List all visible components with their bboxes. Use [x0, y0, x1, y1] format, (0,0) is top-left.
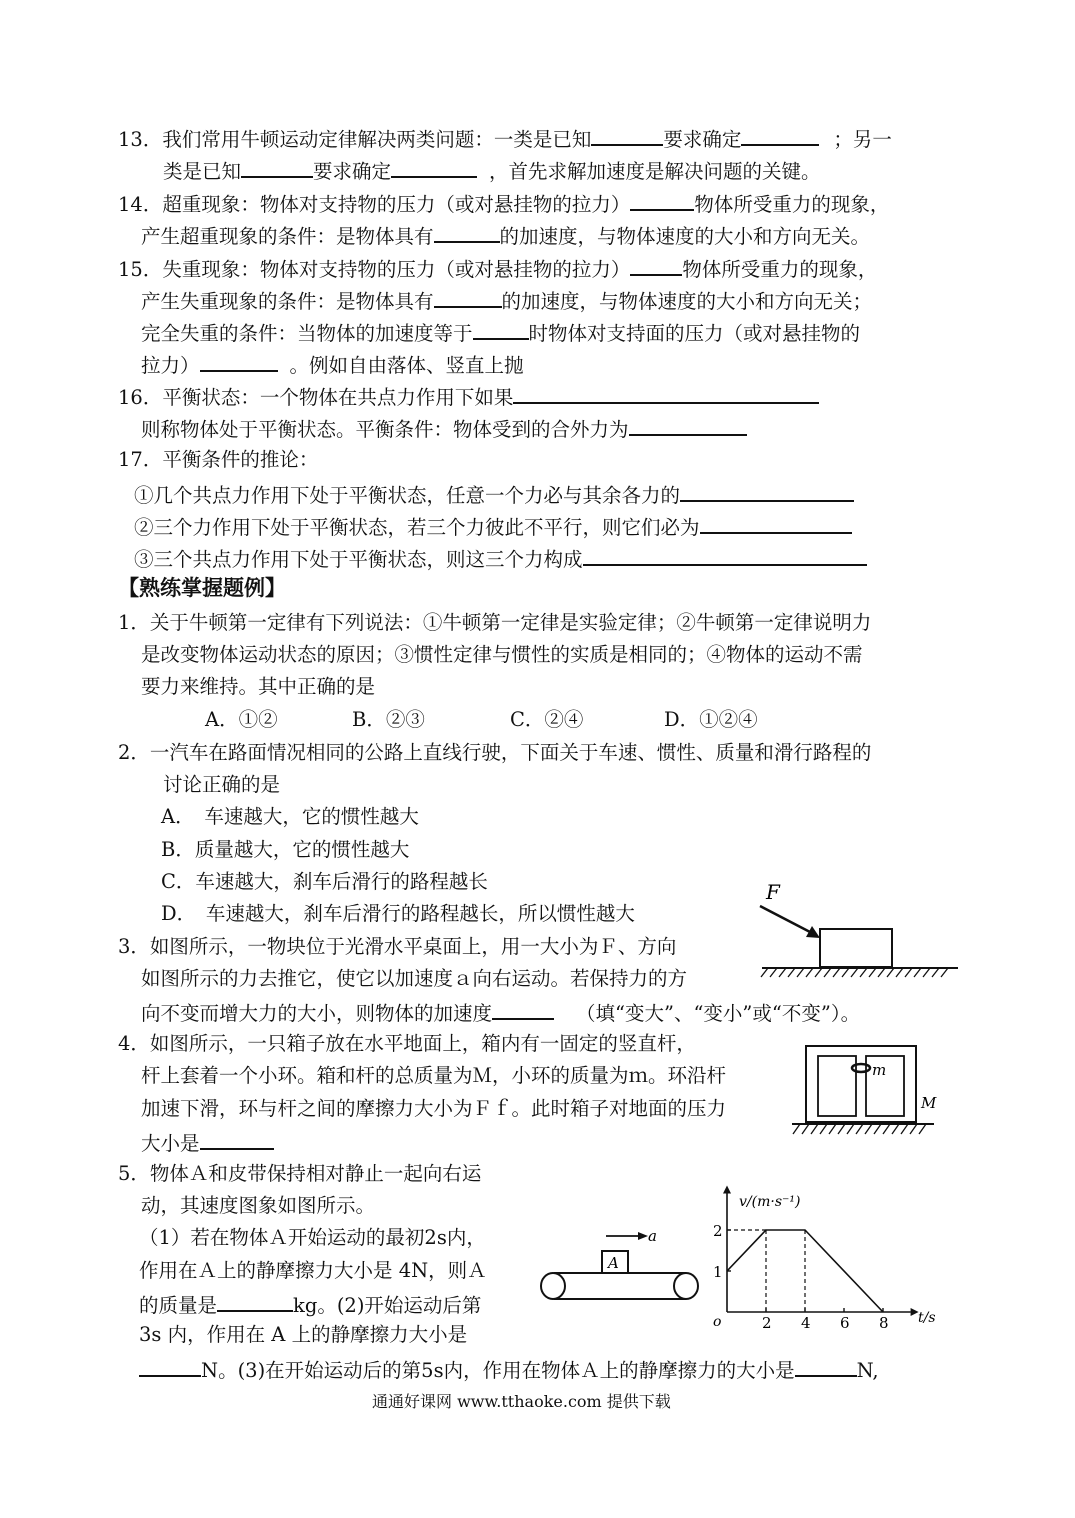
q13-line2 — [163, 156, 821, 185]
q16-text-b: 则称物体处于平衡状态。平衡条件：物体受到的合外力为 — [141, 418, 629, 441]
hatch-mark — [842, 968, 849, 977]
hatch-mark — [860, 968, 867, 977]
q15-text-f: 时物体对支持面的压力（或对悬挂物的 — [528, 322, 861, 345]
q14-text-d: 的加速度，与物体速度的大小和方向无关。 — [499, 225, 871, 248]
p3-line3 — [141, 998, 860, 1027]
q15-text-g: 拉力） — [141, 354, 200, 377]
hatch-mark — [824, 968, 831, 977]
q15-line1 — [118, 254, 877, 283]
q13-text-d: 类是已知 — [163, 160, 242, 183]
q13-text-e: 要求确定 — [313, 160, 392, 183]
p2-line1 — [118, 740, 871, 766]
accel-label: a — [648, 1227, 657, 1245]
p4-text-a: 4．如图所示，一只箱子放在水平地面上，箱内有一固定的竖直杆， — [118, 1032, 696, 1055]
p3-text-a: 3．如图所示，一物块位于光滑水平桌面上，用一大小为Ｆ、方向 — [118, 935, 677, 958]
p5-blank-1[interactable] — [217, 1290, 293, 1312]
p2-option-c[interactable]: C．车速越大，刹车后滑行的路程越长 — [161, 870, 488, 893]
conveyor-belt-figure — [536, 1224, 716, 1314]
hatch-mark — [874, 1124, 881, 1134]
hatch-mark — [910, 1124, 917, 1134]
p5-text-a: 5．物体Ａ和皮带保持相对静止一起向右运 — [118, 1162, 482, 1185]
p5-text-b: 动，其速度图象如图所示。 — [141, 1194, 376, 1217]
q14-blank-1[interactable] — [630, 189, 694, 211]
x-tick-label: 6 — [840, 1314, 850, 1332]
q14-text-c: 产生超重现象的条件：是物体具有 — [141, 225, 434, 248]
p5-line7 — [139, 1355, 879, 1384]
q17-line4 — [134, 544, 867, 573]
block-rect — [820, 929, 892, 967]
q13-blank-2[interactable] — [741, 124, 819, 146]
hatch-mark — [829, 1124, 836, 1134]
left-pulley — [541, 1273, 565, 1299]
q15-text-d: 的加速度，与物体速度的大小和方向无关； — [501, 290, 873, 313]
ring — [852, 1064, 870, 1072]
q15-text-e: 完全失重的条件：当物体的加速度等于 — [141, 322, 473, 345]
q13-text-b: 要求确定 — [663, 128, 742, 151]
x-tick-label: 2 — [762, 1314, 772, 1332]
y-tick-label: 2 — [713, 1222, 723, 1240]
hatch-mark — [802, 1124, 809, 1134]
hatch-mark — [797, 968, 804, 977]
x-tick-label: 8 — [879, 1314, 889, 1332]
q17-text-d: ③三个共点力作用下处于平衡状态，则这三个力构成 — [134, 548, 583, 571]
vt-tick-labels — [713, 1222, 889, 1332]
hatch-mark — [883, 1124, 890, 1134]
q15-blank-2[interactable] — [434, 286, 502, 308]
hatch-mark — [761, 968, 768, 977]
hatch-mark — [887, 968, 894, 977]
p1-option-c[interactable]: C．②④ — [510, 708, 584, 731]
q16-text-a: 16．平衡状态：一个物体在共点力作用下如果 — [118, 386, 514, 409]
hatch-mark — [923, 968, 930, 977]
p5-line3 — [139, 1225, 486, 1251]
hatch-mark — [856, 1124, 863, 1134]
p5-text-h: N。(3)在开始运动后的第5s内，作用在物体Ａ上的静摩擦力的大小是 — [201, 1359, 795, 1382]
p2-option-a[interactable]: A． 车速越大，它的惯性越大 — [161, 805, 419, 828]
q14-line2 — [141, 221, 870, 250]
p3-text-b: 如图所示的力去推它，使它以加速度ａ向右运动。若保持力的方 — [141, 967, 688, 990]
vt-xlabel: t/s — [918, 1310, 936, 1326]
hatch-mark — [793, 1124, 800, 1134]
q15-line4 — [141, 350, 524, 379]
vt-ylabel: v/(m·s⁻¹) — [739, 1194, 801, 1210]
q13-blank-4[interactable] — [391, 156, 477, 178]
p5-text-e: 的质量是 — [139, 1294, 218, 1317]
hatch-mark — [941, 968, 948, 977]
p2-option-d[interactable]: D． 车速越大，刹车后滑行的路程越长，所以惯性越大 — [161, 902, 635, 925]
p3-line2 — [141, 966, 687, 992]
p1-option-d[interactable]: D．①②④ — [664, 708, 758, 731]
q16-line2 — [141, 414, 747, 443]
y-axis-arrow — [723, 1186, 731, 1194]
hatch-mark — [806, 968, 813, 977]
q14-text-b: 物体所受重力的现象， — [694, 193, 890, 216]
q17-line3 — [134, 512, 852, 541]
p5-line6 — [139, 1322, 467, 1348]
q13-line1 — [118, 124, 892, 153]
hatch-mark — [932, 968, 939, 977]
p3-text-d: （填“变大”、“变小”或“不变”）。 — [576, 1002, 861, 1025]
force-arrow-shaft — [760, 906, 810, 932]
p4-blank[interactable] — [200, 1128, 274, 1150]
q17-text-a: 17．平衡条件的推论： — [118, 448, 319, 471]
q15-blank-3[interactable] — [473, 318, 529, 340]
y-tick-label: 1 — [713, 1263, 723, 1281]
p1-text-a: 1．关于牛顿第一定律有下列说法：①牛顿第一定律是实验定律；②牛顿第一定律说明力 — [118, 611, 872, 634]
p5-text-c: （1）若在物体Ａ开始运动的最初2s内， — [139, 1226, 486, 1249]
hatch-mark — [865, 1124, 872, 1134]
hatch-mark — [905, 968, 912, 977]
force-label: F — [766, 880, 780, 904]
p5-line4 — [139, 1258, 487, 1284]
p5-text-g: 3s 内，作用在 A 上的静摩擦力大小是 — [139, 1323, 468, 1346]
p4-line3 — [141, 1096, 726, 1122]
p1-text-c: 要力来维持。其中正确的是 — [141, 675, 376, 698]
hatch-mark — [811, 1124, 818, 1134]
q14-text-a: 14．超重现象：物体对支持物的压力（或对悬挂物的拉力） — [118, 193, 631, 216]
table-hatching — [761, 968, 948, 977]
q15-line3 — [141, 318, 860, 347]
hatch-mark — [892, 1124, 899, 1134]
p1-option-a[interactable]: A．①② — [205, 708, 278, 731]
hatch-mark — [815, 968, 822, 977]
p1-line3 — [141, 674, 375, 700]
q15-text-a: 15．失重现象：物体对支持物的压力（或对悬挂物的拉力） — [118, 258, 631, 281]
hatch-mark — [919, 1124, 926, 1134]
p5-text-i: N, — [856, 1359, 879, 1382]
p4-line1 — [118, 1031, 696, 1057]
block-a-label: A — [608, 1254, 619, 1272]
q13-text-f: ，首先求解加速度是解决问题的关键。 — [489, 160, 821, 183]
box-mass-label: M — [921, 1094, 937, 1112]
p1-line2 — [141, 642, 863, 668]
box-inner-left — [818, 1056, 856, 1116]
p4-text-b: 杆上套着一个小环。箱和杆的总质量为Ｍ，小环的质量为ｍ。环沿杆 — [141, 1064, 727, 1087]
q17-line2 — [134, 480, 854, 509]
hatch-mark — [901, 1124, 908, 1134]
ground-hatching — [793, 1124, 926, 1134]
q17-line1 — [118, 447, 318, 473]
hatch-mark — [833, 968, 840, 977]
hatch-mark — [779, 968, 786, 977]
velocity-time-chart — [705, 1186, 945, 1346]
ring-mass-label: m — [872, 1061, 887, 1079]
block-force-figure — [758, 880, 968, 970]
hatch-mark — [869, 968, 876, 977]
p4-line4 — [141, 1128, 274, 1157]
hatch-mark — [914, 968, 921, 977]
hatch-mark — [788, 968, 795, 977]
q13-text-a: 13．我们常用牛顿运动定律解决两类问题：一类是已知 — [118, 128, 592, 151]
q16-blank-1[interactable] — [513, 382, 819, 404]
q14-blank-2[interactable] — [434, 221, 500, 243]
p1-line1 — [118, 610, 871, 636]
section-heading: 【熟练掌握题例】 — [118, 576, 286, 600]
hatch-mark — [896, 968, 903, 977]
x-tick-label: 4 — [801, 1314, 811, 1332]
p5-blank-2[interactable] — [139, 1355, 201, 1377]
p2-text-a: 2．一汽车在路面情况相同的公路上直线行驶，下面关于车速、惯性、质量和滑行路程的 — [118, 741, 872, 764]
right-pulley — [674, 1273, 698, 1299]
p4-text-c: 加速下滑，环与杆之间的摩擦力大小为Ｆｆ。此时箱子对地面的压力 — [141, 1097, 727, 1120]
hatch-mark — [878, 968, 885, 977]
p5-text-f: kg。(2)开始运动后第 — [293, 1294, 482, 1317]
p2-text-b: 讨论正确的是 — [163, 773, 281, 796]
p1-option-b[interactable]: B．②③ — [352, 708, 425, 731]
vt-origin-label: o — [713, 1314, 722, 1330]
q15-text-b: 物体所受重力的现象， — [682, 258, 878, 281]
q13-blank-3[interactable] — [241, 156, 313, 178]
p5-line1 — [118, 1161, 481, 1187]
q16-blank-2[interactable] — [629, 414, 747, 436]
hatch-mark — [770, 968, 777, 977]
p3-blank[interactable] — [492, 998, 554, 1020]
p3-line1 — [118, 934, 676, 960]
q15-line2 — [141, 286, 872, 315]
q15-text-h: 。例如自由落体、竖直上抛 — [289, 354, 524, 377]
vt-guide-lines — [727, 1230, 805, 1312]
hatch-mark — [838, 1124, 845, 1134]
p4-text-d: 大小是 — [141, 1132, 200, 1155]
p3-text-c: 向不变而增大力的大小，则物体的加速度 — [141, 1002, 493, 1025]
page-footer: 通通好课网 www.tthaoke.com 提供下载 — [372, 1392, 671, 1411]
q15-blank-1[interactable] — [630, 254, 682, 276]
q16-line1 — [118, 382, 819, 411]
q17-text-b: ①几个共点力作用下处于平衡状态，任意一个力必与其余各力的 — [134, 484, 681, 507]
p5-text-d: 作用在Ａ上的静摩擦力大小是 4N，则Ａ — [139, 1259, 487, 1282]
p5-line5 — [139, 1290, 481, 1319]
q17-blank-2[interactable] — [700, 512, 852, 534]
q15-text-c: 产生失重现象的条件：是物体具有 — [141, 290, 434, 313]
box-outer — [806, 1046, 916, 1122]
q13-text-c: ；另一 — [833, 128, 892, 151]
q17-blank-3[interactable] — [583, 544, 867, 566]
box-rod-ring-figure — [790, 1042, 940, 1142]
q17-text-c: ②三个力作用下处于平衡状态，若三个力彼此不平行，则它们必为 — [134, 516, 700, 539]
q13-blank-1[interactable] — [591, 124, 663, 146]
hatch-mark — [851, 968, 858, 977]
p5-line2 — [141, 1193, 375, 1219]
p2-option-b[interactable]: B．质量越大，它的惯性越大 — [161, 838, 410, 861]
p5-blank-3[interactable] — [795, 1355, 857, 1377]
q15-blank-4[interactable] — [200, 350, 278, 372]
p2-line2 — [163, 772, 280, 798]
p1-text-b: 是改变物体运动状态的原因；③惯性定律与惯性的实质是相同的；④物体的运动不需 — [141, 643, 863, 666]
p4-line2 — [141, 1063, 726, 1089]
q14-line1 — [118, 189, 889, 218]
vt-series-line — [727, 1230, 883, 1312]
hatch-mark — [820, 1124, 827, 1134]
accel-arrow-head — [638, 1232, 648, 1240]
q17-blank-1[interactable] — [680, 480, 854, 502]
hatch-mark — [847, 1124, 854, 1134]
